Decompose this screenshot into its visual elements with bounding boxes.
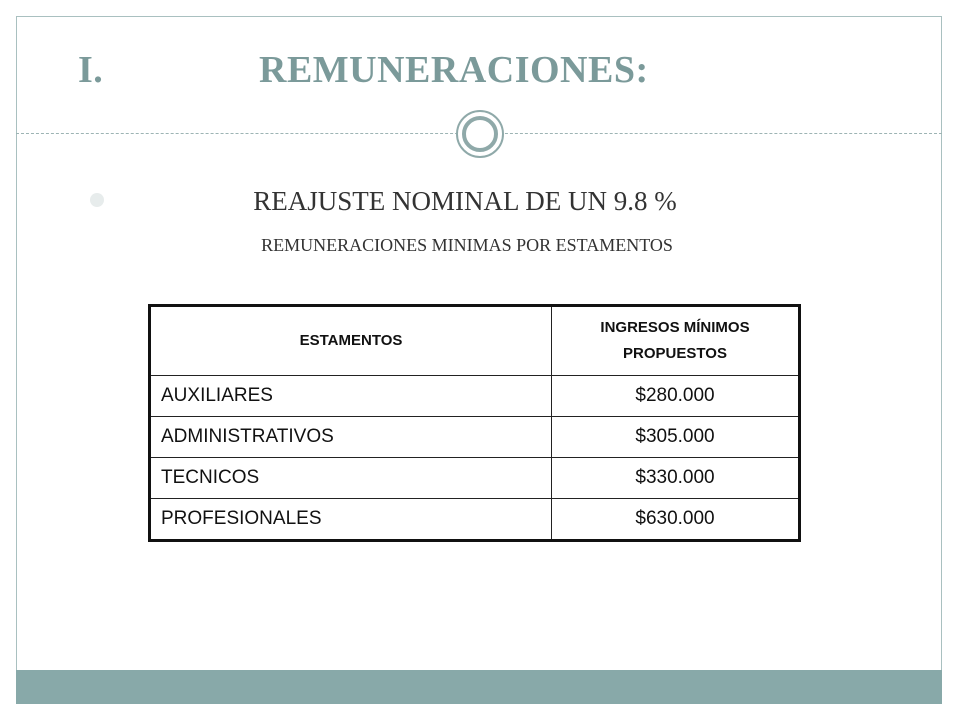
title-number: I. (78, 49, 104, 91)
table-row (150, 417, 800, 458)
table-header-row (150, 306, 800, 376)
cell-estamento: ADMINISTRATIVOS (150, 417, 552, 458)
slide-subheading: REMUNERACIONES MINIMAS POR ESTAMENTOS (261, 235, 673, 255)
cell-estamento: AUXILIARES (150, 376, 552, 417)
title-text: REMUNERACIONES: (259, 49, 649, 91)
header-ingresos: INGRESOS MÍNIMOS PROPUESTOS (552, 306, 800, 376)
cell-ingreso: $630.000 (552, 499, 800, 541)
divider-circle-icon (456, 110, 504, 158)
slide-heading: REAJUSTE NOMINAL DE UN 9.8 % (253, 186, 677, 216)
slide-title (0, 42, 960, 102)
cell-ingreso: $305.000 (552, 417, 800, 458)
header-estamentos: ESTAMENTOS (150, 306, 552, 376)
salary-table (148, 304, 801, 542)
footer-band (16, 670, 942, 704)
cell-estamento: PROFESIONALES (150, 499, 552, 541)
cell-estamento: TECNICOS (150, 458, 552, 499)
table-row (150, 499, 800, 541)
divider-circle-ring (462, 116, 498, 152)
cell-ingreso: $330.000 (552, 458, 800, 499)
table-row (150, 458, 800, 499)
table-row (150, 376, 800, 417)
cell-ingreso: $280.000 (552, 376, 800, 417)
